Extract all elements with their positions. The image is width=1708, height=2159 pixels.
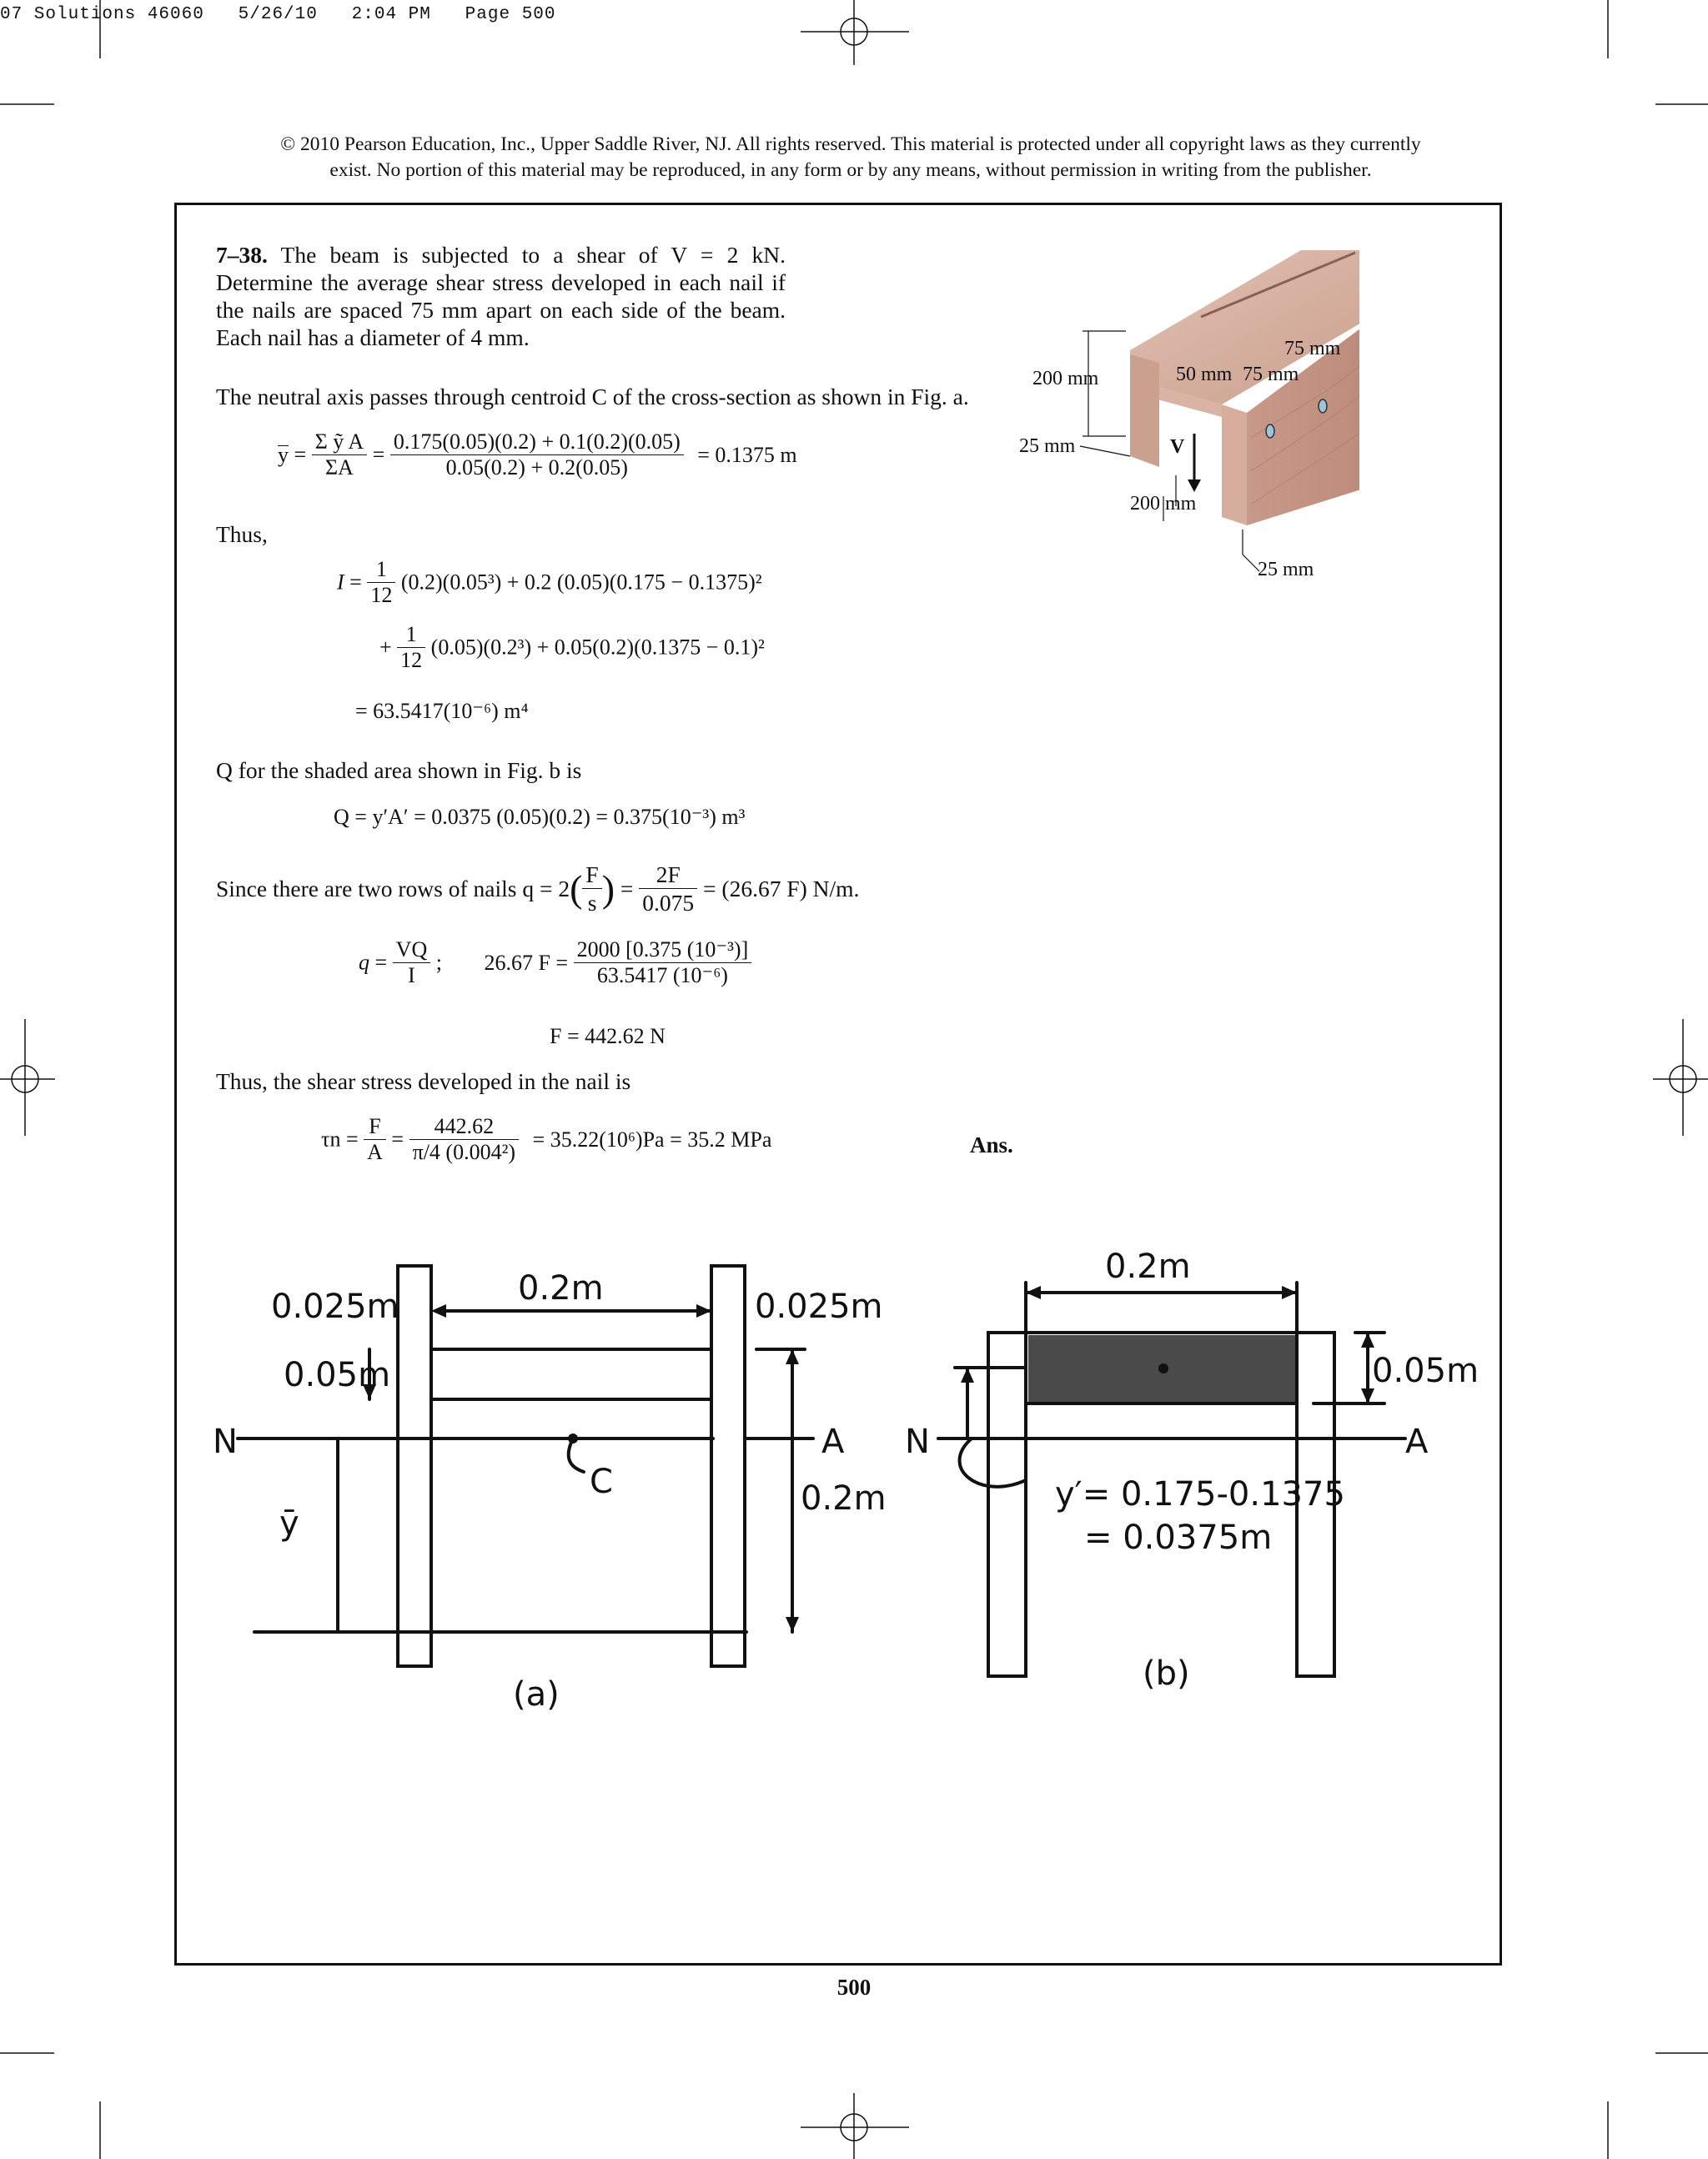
inertia-term-2: (0.05)(0.2³) + 0.05(0.2)(0.1375 − 0.1)² bbox=[430, 635, 765, 660]
frac-one-2: 1 bbox=[397, 622, 425, 648]
ybar-den2: 0.05(0.2) + 0.2(0.05) bbox=[445, 455, 628, 479]
sketch-b-height: 0.05m bbox=[1372, 1352, 1479, 1390]
sketch-a-w-left: 0.025m bbox=[271, 1288, 399, 1326]
sketch-b bbox=[905, 1234, 1489, 1701]
dim-200-bottom: 200 mm bbox=[1130, 493, 1197, 515]
page-number: 500 bbox=[836, 1975, 872, 2000]
nail-rows-equation: Since there are two rows of nails q = 2( $\frac{F}{s}$ ) = $\frac{2F}{0.075}$ = (26.67 F) N/m. bbox=[216, 861, 860, 916]
tau-A: A bbox=[367, 1140, 383, 1164]
thus-label-1: Thus, bbox=[216, 521, 268, 547]
frac-one-1: 1 bbox=[367, 557, 395, 583]
dim-25-right: 25 mm bbox=[1258, 559, 1314, 580]
ybar-equation: y = $\frac{\text{Σ ỹ A}}{\Sigma A}$ = $\frac{0.175(0.05)(0.2) + 0.1(0.2)(0.05)}{0.05(0.2) + 0.2(0.05)}$ = 0.1375 m bbox=[278, 429, 797, 479]
sketch-b-caption: (b) bbox=[1143, 1654, 1190, 1693]
frac-twelve-2: 12 bbox=[400, 648, 423, 672]
sketch-a-A: A bbox=[821, 1423, 845, 1461]
ybar-fraction-1 bbox=[312, 429, 367, 480]
q-rden: 63.5417 (10⁻⁶) bbox=[596, 963, 728, 987]
thus-label-2: Thus, the shear stress developed in the nail is bbox=[216, 1068, 631, 1094]
q-den: I bbox=[408, 963, 415, 987]
stress-equation: τn = $\frac{F}{A}$ = $\frac{442.62}{\text{π/4 (0.004²)}}$ = 35.22(10⁶)Pa = 35.2 MPa bbox=[321, 1114, 772, 1164]
rows-result: = (26.67 F) N/m. bbox=[703, 876, 860, 901]
sketch-a-C: C bbox=[590, 1463, 613, 1501]
sketch-b-N: N bbox=[905, 1423, 930, 1461]
dim-50: 50 mm bbox=[1176, 364, 1233, 385]
inertia-term-1: (0.2)(0.05³) + 0.2 (0.05)(0.175 − 0.1375)² bbox=[400, 570, 762, 595]
sketch-a-w-right: 0.025m bbox=[755, 1288, 883, 1326]
right-web-edge bbox=[1222, 404, 1247, 525]
ybar-den1: ΣA bbox=[324, 455, 354, 479]
sketch-a-ybar: ȳ bbox=[279, 1504, 299, 1543]
tau-den: π/4 (0.004²) bbox=[412, 1140, 516, 1164]
shear-flow-equation: q = $\frac{VQ}{I}$ ; 26.67 F = $\frac{\text{2000 [0.375 (10⁻³)]}}{\text{63.5417 (10⁻⁶)}}$ bbox=[359, 937, 751, 988]
problem-number: 7–38. bbox=[216, 242, 268, 268]
sketch-a-h-flange: 0.05m bbox=[284, 1356, 391, 1394]
dim-75b: 75 mm bbox=[1284, 338, 1341, 359]
problem-text: The beam is subjected to a shear of V = 2 kN. Determine the average shear stress developed in each nail if the nails are spaced 75 mm apart on each side of the beam. Each nail has a diameter of 4 mm. bbox=[216, 242, 786, 350]
tau-num: 442.62 bbox=[409, 1114, 519, 1140]
problem-statement bbox=[216, 241, 786, 351]
q-mid: 26.67 F = bbox=[484, 950, 569, 975]
frac-twelve-1: 12 bbox=[370, 583, 393, 607]
sketch-b-A: A bbox=[1405, 1423, 1429, 1461]
ybar-num2: 0.175(0.05)(0.2) + 0.1(0.2)(0.05) bbox=[390, 429, 684, 455]
answer-label: Ans. bbox=[970, 1132, 1013, 1157]
sketch-b-width: 0.2m bbox=[1105, 1248, 1191, 1286]
inertia-line-2: + $\frac{1}{12}$ (0.05)(0.2³) + 0.05(0.2)(0.1375 − 0.1)² bbox=[379, 622, 765, 672]
copyright-line-1: © 2010 Pearson Education, Inc., Upper Saddle River, NJ. All rights reserved. This material is protected under all copyright laws as they currently bbox=[280, 133, 1421, 155]
tau-lhs: τn = bbox=[321, 1127, 359, 1152]
print-slug: 07 Solutions 46060 5/26/10 2:04 PM Page 500 bbox=[0, 5, 556, 24]
tau-F: F bbox=[364, 1114, 386, 1140]
sketch-a-caption: (a) bbox=[513, 1675, 560, 1714]
sketch-a-h-web: 0.2m bbox=[801, 1479, 887, 1518]
sketch-a-N: N bbox=[213, 1423, 238, 1461]
ybar-fraction-2 bbox=[390, 429, 684, 480]
dim-75a: 75 mm bbox=[1243, 364, 1299, 385]
ybar-result: = 0.1375 m bbox=[697, 442, 797, 467]
shear-label: V bbox=[1170, 436, 1185, 458]
ybar-num1: Σ ỹ A bbox=[312, 429, 367, 455]
sketch-b-yprime1: y′= 0.175-0.1375 bbox=[1055, 1475, 1345, 1514]
intro-text: The neutral axis passes through centroid C of the cross-section as shown in Fig. a. bbox=[216, 384, 969, 409]
ybar-symbol: y bbox=[278, 443, 289, 467]
sketch-b-yprime2: = 0.0375m bbox=[1084, 1519, 1273, 1557]
rows-s: s bbox=[587, 890, 597, 916]
rows-F: F bbox=[582, 861, 601, 889]
inertia-line-1: I = $\frac{1}{12}$ (0.2)(0.05³) + 0.2 (0.05)(0.175 − 0.1375)² bbox=[337, 557, 762, 607]
rows-text: Since there are two rows of nails q = 2 bbox=[216, 876, 570, 901]
beam-illustration bbox=[1009, 238, 1359, 588]
sketch-a bbox=[213, 1234, 897, 1726]
dim-200-top: 200 mm bbox=[1032, 368, 1099, 389]
q-rnum: 2000 [0.375 (10⁻³)] bbox=[574, 937, 752, 963]
tau-result: = 35.22(10⁶)Pa = 35.2 MPa bbox=[532, 1127, 772, 1152]
q-intro: Q for the shaded area shown in Fig. b is bbox=[216, 757, 582, 783]
inertia-result: = 63.5417(10⁻⁶) m⁴ bbox=[355, 699, 529, 723]
q-num: VQ bbox=[393, 937, 431, 963]
sketch-a-w-mid: 0.2m bbox=[518, 1269, 604, 1308]
rows-0075: 0.075 bbox=[642, 890, 695, 916]
force-result: F = 442.62 N bbox=[550, 1024, 666, 1048]
dim-25-left: 25 mm bbox=[1019, 435, 1076, 457]
copyright-line-2: exist. No portion of this material may be reproduced, in any form or by any means, without permission in writing from the publisher. bbox=[329, 159, 1372, 181]
q-equation: Q = y′A′ = 0.0375 (0.05)(0.2) = 0.375(10⁻³) m³ bbox=[334, 805, 746, 829]
rows-2F: 2F bbox=[639, 861, 697, 889]
left-web bbox=[1130, 354, 1159, 467]
copyright-notice bbox=[167, 132, 1535, 183]
